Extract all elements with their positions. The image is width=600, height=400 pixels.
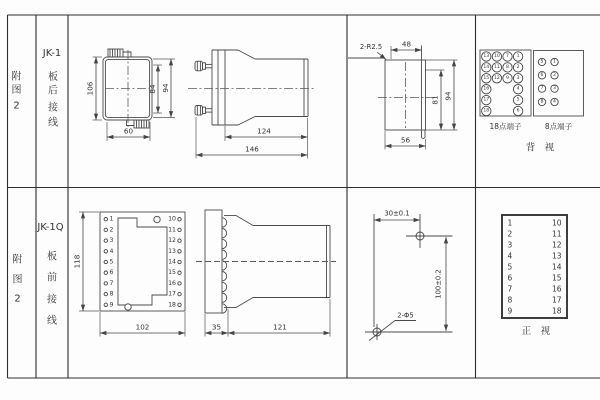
- fig1-wiring-char-2: 后: [48, 85, 58, 97]
- dim-106: 106: [85, 81, 95, 96]
- fig1-terminal-8: [534, 51, 584, 132]
- terminal-18: 1: [516, 54, 520, 59]
- fig1-wiring-char-1: 板: [48, 72, 58, 83]
- terminal-18: 17: [483, 97, 490, 103]
- mounting-screw-top: [195, 61, 212, 71]
- terminal-num: 14: [168, 258, 176, 266]
- terminal-num: 18: [168, 301, 176, 309]
- terminal-18: 11: [493, 64, 500, 70]
- fig2-terminal-table: [502, 215, 567, 337]
- terminal-num: 17: [168, 290, 176, 298]
- terminal-num: 4: [109, 247, 114, 255]
- dim-146: 146: [245, 144, 259, 154]
- terminal-num: 16: [168, 279, 176, 287]
- dim-121: 121: [273, 322, 287, 332]
- table-num: 10: [551, 218, 562, 228]
- table-num: 2: [507, 229, 513, 239]
- fig1-side-view: [188, 50, 315, 159]
- dim-56: 56: [400, 135, 411, 145]
- table-num: 8: [507, 295, 513, 305]
- dim-94: 94: [161, 83, 170, 93]
- terminal-18: 16: [483, 86, 490, 92]
- fig2-wiring-char-1: 板: [47, 251, 57, 263]
- dim-48: 48: [401, 39, 412, 49]
- terminal-num: 3: [109, 237, 114, 245]
- table-num: 5: [507, 262, 513, 272]
- table-num: 17: [551, 295, 562, 305]
- fig2-drill-plan: [365, 210, 453, 341]
- fig1-wiring-char-3: 接: [48, 102, 58, 114]
- mounting-screw-bottom: [195, 106, 212, 116]
- terminal-num: 10: [168, 215, 176, 223]
- dim-124: 124: [257, 126, 271, 136]
- fig1-ref-char-2: 图: [11, 85, 22, 96]
- fig1-panel-cutout: [348, 40, 458, 150]
- terminal-8: 2: [553, 72, 556, 78]
- terminal-18: 3: [516, 75, 520, 81]
- dim-81: 81: [430, 95, 440, 105]
- terminal-num: 15: [168, 269, 176, 277]
- label-hole-diameter: 2-Φ5: [397, 311, 414, 320]
- label-corner-radius: 2-R2.5: [359, 43, 383, 51]
- terminal-8: 5: [540, 59, 544, 65]
- dim-100: 100±0.2: [434, 269, 443, 299]
- fig2-model-label: JK-1Q: [37, 222, 64, 233]
- terminal-8: 4: [553, 99, 556, 105]
- terminal-8: 3: [553, 86, 556, 92]
- terminal-num: 13: [168, 247, 176, 255]
- terminal-18-label: 18点端子: [489, 122, 522, 131]
- terminal-8: 7: [540, 86, 544, 92]
- table-num: 1: [507, 218, 513, 228]
- table-num: 7: [507, 284, 513, 294]
- fig2-side-view: [196, 210, 336, 337]
- terminal-num: 9: [109, 301, 114, 309]
- terminal-num: 6: [109, 269, 114, 277]
- table-num: 12: [551, 240, 562, 250]
- terminal-8: 6: [540, 72, 544, 78]
- terminal-num: 12: [168, 237, 176, 245]
- table-num: 18: [551, 306, 562, 316]
- dim-35: 35: [211, 322, 222, 332]
- mounting-hole-top: [154, 216, 160, 222]
- terminal-18: 8: [506, 64, 509, 70]
- table-num: 11: [551, 229, 562, 239]
- terminal-18: 5: [516, 97, 520, 103]
- terminal-8-label: 8点端子: [544, 122, 573, 131]
- fig2-ref-char-1: 附: [12, 254, 23, 266]
- fig2-wiring-char-4: 线: [47, 315, 57, 327]
- fig1-wiring-char-4: 线: [48, 117, 58, 129]
- terminal-num: 2: [109, 226, 114, 234]
- terminal-num: 8: [109, 290, 114, 298]
- fig2-view-label: 正 视: [521, 326, 551, 337]
- mounting-hole-bottom: [125, 304, 131, 310]
- dim-118: 118: [72, 254, 82, 269]
- table-num: 14: [551, 262, 562, 272]
- terminal-18: 13: [483, 54, 490, 59]
- terminal-num: 1: [109, 215, 114, 223]
- terminal-num: 7: [109, 279, 114, 287]
- terminal-18: 4: [516, 86, 520, 92]
- terminal-18: 14: [483, 64, 490, 70]
- terminal-18: 12: [493, 75, 500, 81]
- fig1-model-label: JK-1: [42, 48, 62, 59]
- dim-30: 30±0.1: [384, 209, 410, 218]
- fig1-ref-char-3: 2: [13, 100, 20, 112]
- table-num: 16: [551, 284, 562, 294]
- fig1-ref-char-1: 附: [11, 71, 22, 83]
- fig2-label-column: [13, 222, 64, 327]
- terminal-8: 1: [553, 59, 556, 65]
- terminal-num: 11: [168, 226, 176, 234]
- table-num: 6: [507, 273, 513, 283]
- terminal-18: 9: [506, 75, 509, 81]
- terminal-18: 18: [483, 108, 490, 114]
- fig2-ref-char-2: 图: [12, 274, 23, 286]
- terminal-num: 5: [109, 258, 114, 266]
- fig1-view-label: 背 视: [525, 142, 555, 154]
- table-num: 9: [507, 306, 513, 316]
- fig1-front-view: [86, 49, 176, 141]
- terminal-18: 10: [493, 54, 500, 59]
- fig2-wiring-char-2: 前: [47, 272, 57, 284]
- table-num: 4: [507, 251, 513, 261]
- terminal-8: 8: [540, 99, 544, 105]
- table-num: 3: [507, 240, 513, 250]
- dim-60: 60: [123, 126, 134, 136]
- fig1-terminal-18: [480, 50, 531, 131]
- fig2-ref-char-3: 2: [14, 293, 21, 305]
- table-num: 15: [551, 273, 562, 283]
- dim-84: 84: [148, 84, 157, 94]
- fig2-wiring-char-3: 接: [47, 294, 57, 306]
- dim-102: 102: [135, 322, 150, 332]
- table-num: 13: [551, 251, 562, 261]
- terminal-18: 7: [506, 54, 509, 59]
- fig2-front-view: [73, 212, 186, 337]
- terminal-18: 2: [516, 64, 520, 70]
- terminal-18: 15: [483, 75, 490, 81]
- terminal-18: 6: [516, 108, 520, 114]
- dim-94b: 94: [443, 91, 453, 101]
